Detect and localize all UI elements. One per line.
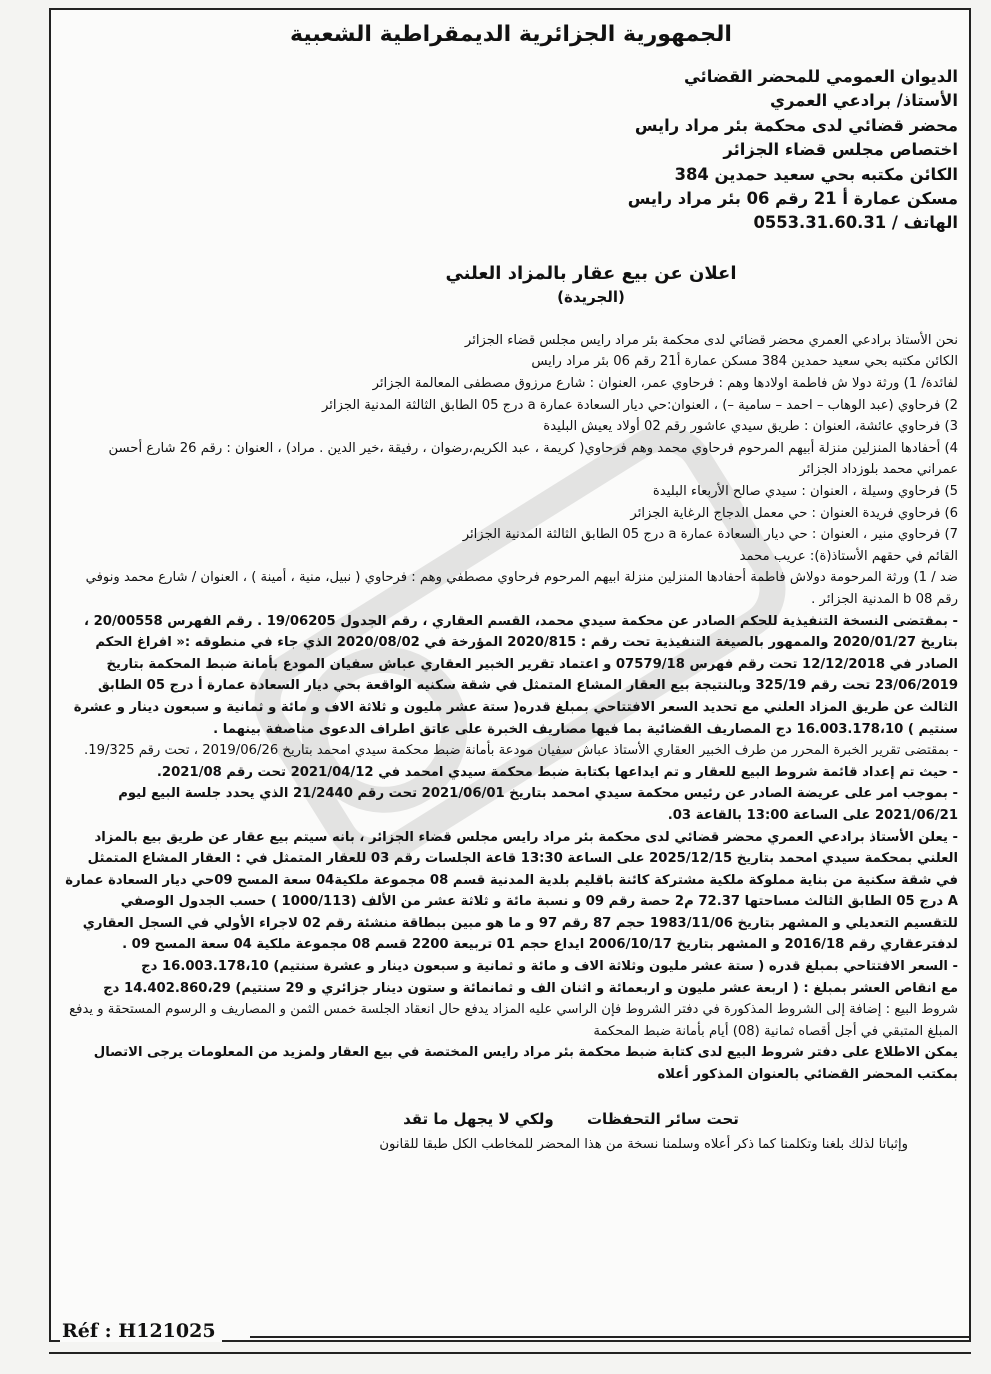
- beneficiary-7: 7) فرحاوي منير ، العنوان : حي ديار السعادة عمارة a درج 05 الطابق الثالثة المدنية الجزائر: [462, 527, 958, 543]
- bottom-divider: [49, 1352, 971, 1354]
- bailiff-header: [64, 65, 958, 236]
- sale-conditions-filing: - حيث تم إعداد قائمة شروط البيع للعقار و تم ايداعها بكتابة ضبط محكمة سيدي امحمد في 2021/04/12 تحت رقم 2021/08.: [156, 764, 958, 780]
- auction-announcement: - يعلن الأستاذ برادعي العمري محضر قضائي لدى محكمة بئر مراد رايس مجلس قضاء الجزائر ، بانه سيتم بيع عقار عن طريق بيع بالمزاد العلني بمحكمة سيدي امحمد بتاريخ 2025/12/15 على الساعة 13:30 قاعة الجلسات رقم 03 للعقار المتمثل في : العقار المشاع المتمثل في شقة سكنية من بناية مملوكة ملكية مشتركة كائنة باقليم بلدية المدنية قسم 08 مجموعة ملكية04 سعة المسح 09حي ديار السعادة عمارة A درج 05 الطابق الثالث مساحتها 72.37 م2 حصة رقم 09 و نسبة مائة و ثلاثة عشر من الألف (1000/113 ) حسب الجدول الوصفي للتقسيم التعديلي و المشهر بتاريخ 1983/11/06 حجم 87 رقم 97 و ما هو مبين ببطاقة منشئة رقم 02 لاجراء الأولي في السجل العقاري لدفترعقاري رقم 2016/18 و المشهر بتاريخ 2006/10/17 ايداع حجم 01 تربيعة 2200 قسم 08 مجموعة ملكية 04 سعة المسح 09 .: [65, 829, 958, 953]
- beneficiary-5: 5) فرحاوي وسيلة ، العنوان : سيدي صالح الأربعاء البليدة: [652, 484, 958, 499]
- representative-line: القائم في حقهم الأستاذ(ة): عريب محمد: [739, 548, 958, 564]
- document-body: [58, 20, 962, 1320]
- header-line-court: محضر قضائي لدى محكمة بئر مراد رايس: [634, 115, 958, 135]
- final-statement: وإثباتا لذلك بلغنا وتكلمنا كما ذكر أعلاه وسلمنا نسخة من هذا المحضر للمخاطب الكل طبقا للقانون: [379, 1136, 908, 1152]
- header-line-address: الكائن مكتبه بحي سعيد حمدين 384: [674, 164, 958, 184]
- beneficiary-2: 2) فرحاوي (عبد الوهاب – احمد – سامية –) ، العنوان:حي ديار السعادة عمارة a درج 05 الطابق الثالثة المدنية الجزائر: [321, 397, 958, 413]
- header-line-phone: الهاتف / 0553.31.60.31: [753, 213, 958, 233]
- beneficiary-6: 6) فرحاوي فريدة العنوان : حي معمل الدجاج الرغاية الجزائر: [630, 505, 958, 521]
- reference-code: Réf : H121025: [60, 1320, 222, 1342]
- consultation-info: يمكن الاطلاع على دفتر شروط البيع لدى كتابة ضبط محكمة بئر مراد رايس المختصة في بيع العقار ولمزيد من المعلومات يرجى الاتصال بمكتب المحضر القضائي بالعنوان المذكور أعلاه: [93, 1045, 958, 1083]
- closing-notice: ولكي لا يجهل ما تقد: [403, 1109, 554, 1128]
- republic-heading: الجمهورية الجزائرية الديمقراطية الشعبية: [290, 22, 732, 47]
- court-order-paragraph: - بموجب امر على عريضة الصادر عن رئيس محكمة سيدي امحمد بتاريخ 2021/06/01 تحت رقم 21/2440 الذي يحدد جلسة البيع ليوم 2021/06/21 على الساعة 13:00 بالقاعة 03.: [118, 786, 958, 823]
- header-line-name: الأستاذ/ برادعي العمري: [770, 91, 958, 111]
- intro-line-1: نحن الأستاذ برادعي العمري محضر قضائي لدى محكمة بئر مراد رايس مجلس قضاء الجزائر: [464, 332, 958, 348]
- beneficiary-3: 3) فرحاوي عائشة، العنوان : طريق سيدي عاشور رقم 02 أولاد يعيش البليدة: [543, 419, 958, 435]
- against-party: ضد / 1) ورثة المرحومة دولاش فاطمة أحفادها المنزلين منزلة ابيهم المرحوم فرحاوي مصطفي وهم : فرحاوي ( نبيل، منية ، أمينة ) ، العنوان / شارع محمد ونوفي رقم 08 b المدنية الجزائر .: [85, 570, 958, 607]
- notice-subtitle: (الجريدة): [557, 287, 625, 306]
- notice-title-block: [64, 262, 958, 308]
- header-line-jurisdiction: اختصاص مجلس قضاء الجزائر: [723, 140, 958, 160]
- sale-terms: شروط البيع : إضافة إلى الشروط المذكورة في دفتر الشروط فإن الراسي عليه المزاد يدفع حال انعقاد الجلسة خمس الثمن و المصاريف و الرسوم المستحقة و يدفع المبلغ المتبقي في أجل أقصاه ثمانية (08) أيام بأمانة ضبط المحكمة: [69, 1002, 958, 1039]
- notice-title: اعلان عن بيع عقار بالمزاد العلني: [445, 262, 737, 284]
- beneficiary-4: 4) أحفادها المنزلين منزلة أبيهم المرحوم فرحاوي محمد وهم فرحاوي( كريمة ، عبد الكريم،رضوان ، رفيقة ،خير الدين . مراد) ، العنوان : رقم 26 شارع أحسن عمراني محمد بلوزداد الجزائر: [108, 440, 958, 478]
- header-line-office: الديوان العمومي للمحضر القضائي: [683, 67, 958, 86]
- closing-formula: [64, 1110, 958, 1128]
- intro-line-2: الكائن مكتبه بحي سعيد حمدين 384 مسكن عمارة أ21 رقم 06 بئر مراد رايس: [531, 354, 958, 370]
- beneficiary-1: لفائدة/ 1) ورثة دولا ش فاطمة اولادها وهم : فرحاوي عمر، العنوان : شارع مرزوق مصطفى المعالمة الجزائر: [372, 376, 958, 392]
- reference-divider: [250, 1336, 969, 1338]
- closing-reservations: تحت سائر التحفظات: [586, 1109, 739, 1128]
- opening-price: - السعر الافتتاحي بمبلغ قدره ( ستة عشر مليون وثلاثة الاف و مائة و ثمانية و سبعون دينار و عشرة سنتيم) 16.003.178،10 دج: [141, 959, 958, 975]
- header-line-building: مسكن عمارة أ 21 رقم 06 بئر مراد رايس: [627, 189, 958, 209]
- reduced-price: مع انقاص العشر بمبلغ : ( اربعة عشر مليون و اربعمائة و اثنان الف و ثمانمائة و ستون دينار جزائري و 29 سنتيم) 14.402.860،29 دج: [103, 980, 958, 996]
- judgment-paragraph: - بمقتضى النسخة التنفيذية للحكم الصادر عن محكمة سيدي محمد، القسم العقاري ، رقم الجدول 19/06205 . رقم الفهرس 20/00558 ، بتاريخ 2020/01/27 والممهور بالصيغة التنفيذية تحت رقم : 2020/815 المؤرخة في 2020/08/02 الذي جاء في منطوقه :« افراغ الحكم الصادر في 12/12/2018 تحت رقم فهرس 07579/18 و اعتماد تقرير الخبير العقاري عباش سفيان المودع بأمانة ضبط المحكمة بتاريخ 23/06/2019 تحت رقم 325/19 وبالنتيجة بيع العقار المشاع المتمثل في شقة سكنيه الواقعة بحي ديار السعادة عمارة أ درج 05 الطابق الثالث عن طريق المزاد العلني مع تحديد السعر الافتتاحي بمبلغ قدره( ستة عشر مليون و ثلاثة الاف و مائة و ثمانية و سبعون دينار و عشرة سنتيم ) 16.003.178،10 دج المصاريف القضائية بما فيها مصاريف الخبرة على عاتق اطراف الدعوى مناصفة بينهما .: [73, 613, 958, 737]
- expert-report-paragraph: - بمقتضى تقرير الخبرة المحرر من طرف الخبير العقاري الأستاذ عباش سفيان مودعة بأمانة ضبط محكمة سيدي امحمد بتاريخ 2019/06/26 ، تحت رقم 19/325.: [84, 743, 958, 759]
- notice-body: [64, 330, 958, 1086]
